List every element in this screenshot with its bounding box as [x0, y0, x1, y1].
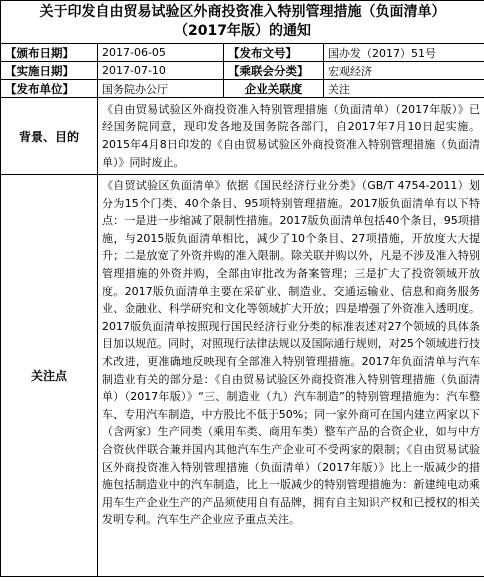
- publisher-label: 【发布单位】: [1, 80, 98, 98]
- meta-row-1: [1, 44, 484, 62]
- effective-date-label: 【实施日期】: [1, 62, 98, 80]
- focus-row: [1, 175, 484, 577]
- doc-number-value: 国办发（2017）51号: [324, 44, 484, 62]
- focus-cell: [98, 175, 484, 577]
- category-label: 【乘联会分类】: [224, 62, 324, 80]
- title-row: [1, 1, 484, 44]
- issue-date-label: 【颁布日期】: [1, 44, 98, 62]
- focus-text: 《自贸试验区负面清单》依据《国民经济行业分类》（GB/T 4754-2011）划分为15个门类、40个条目、95项特别管理措施。2017版负面清单有以下特点：一是进一步缩减了限制性措施。2017版负面清单包括40个条目，95项措施，与2015版负面清单相比，减少了10个条目、27项措施，开放度大大提升；二是放宽了外资并购的准入限制。除关联并购以外，凡是不涉及准入特别管理措施的外资并购，全部由审批改为备案管理；三是扩大了投资领域开放度。2017版负面清单主要在采矿业、制造业、交通运输业、信息和商务服务业、金融业、科学研究和文化等领域扩大开放；四是增强了外资准入透明度。2017版负面清单按照现行国民经济行业分类的标准表述对27个领域的具体条目加以规范。同时，对照现行法律法规以及国际通行规则，对25个领域进行技术改进，更准确地反映现有全部准入特别管理措施。2017年负面清单与汽车制造业有关的部分是：《自由贸易试验区外商投资准入特别管理措施（负面清单）（2017年版）》“三、制造业（九）汽车制造”的特别管理措施为：汽车整车、专用汽车制造，中方股比不低于50%；同一家外商可在国内建立两家以下（含两家）生产同类（乘用车类、商用车类）整车产品的合资企业，如与中方合资伙伴联合兼并国内其他汽车生产企业可不受两家的限制；《自由贸易试验区外商投资准入特别管理措施（负面清单）（2017年版）》比上一版减少的措施包括制造业中的汽车制造，比上一版减少的特别管理措施为：新建纯电动乘用车生产企业生产的产品须使用自有品牌，拥有自主知识产权和已授权的相关发明专利。汽车生产企业应予重点关注。: [102, 179, 480, 527]
- category-value: 宏观经济: [324, 62, 484, 80]
- issue-date-value: 2017-06-05: [98, 44, 224, 62]
- title-line-1: 关于印发自由贸易试验区外商投资准入特别管理措施（负面清单）: [39, 4, 446, 20]
- meta-row-3: [1, 80, 484, 98]
- document-title: [1, 1, 484, 44]
- title-line-2: （2017年版）的通知: [174, 23, 311, 39]
- publisher-value: 国务院办公厅: [98, 80, 224, 98]
- background-row: [1, 98, 484, 175]
- doc-number-label: 【发布文号】: [224, 44, 324, 62]
- meta-row-2: [1, 62, 484, 80]
- relevance-value: 关注: [324, 80, 484, 98]
- background-text: 《自由贸易试验区外商投资准入特别管理措施（负面清单）（2017年版）》已经国务院同意，现印发各地及国务院各部门，自2017年7月10日起实施。2015年4月8日印发的《自由贸易试验区外商投资准入特别管理措施（负面清单）》同时废止。: [98, 98, 484, 175]
- relevance-label: 企业关联度: [224, 80, 324, 98]
- focus-label: 关注点: [1, 175, 98, 577]
- background-label: 背景、目的: [1, 98, 98, 175]
- effective-date-value: 2017-07-10: [98, 62, 224, 80]
